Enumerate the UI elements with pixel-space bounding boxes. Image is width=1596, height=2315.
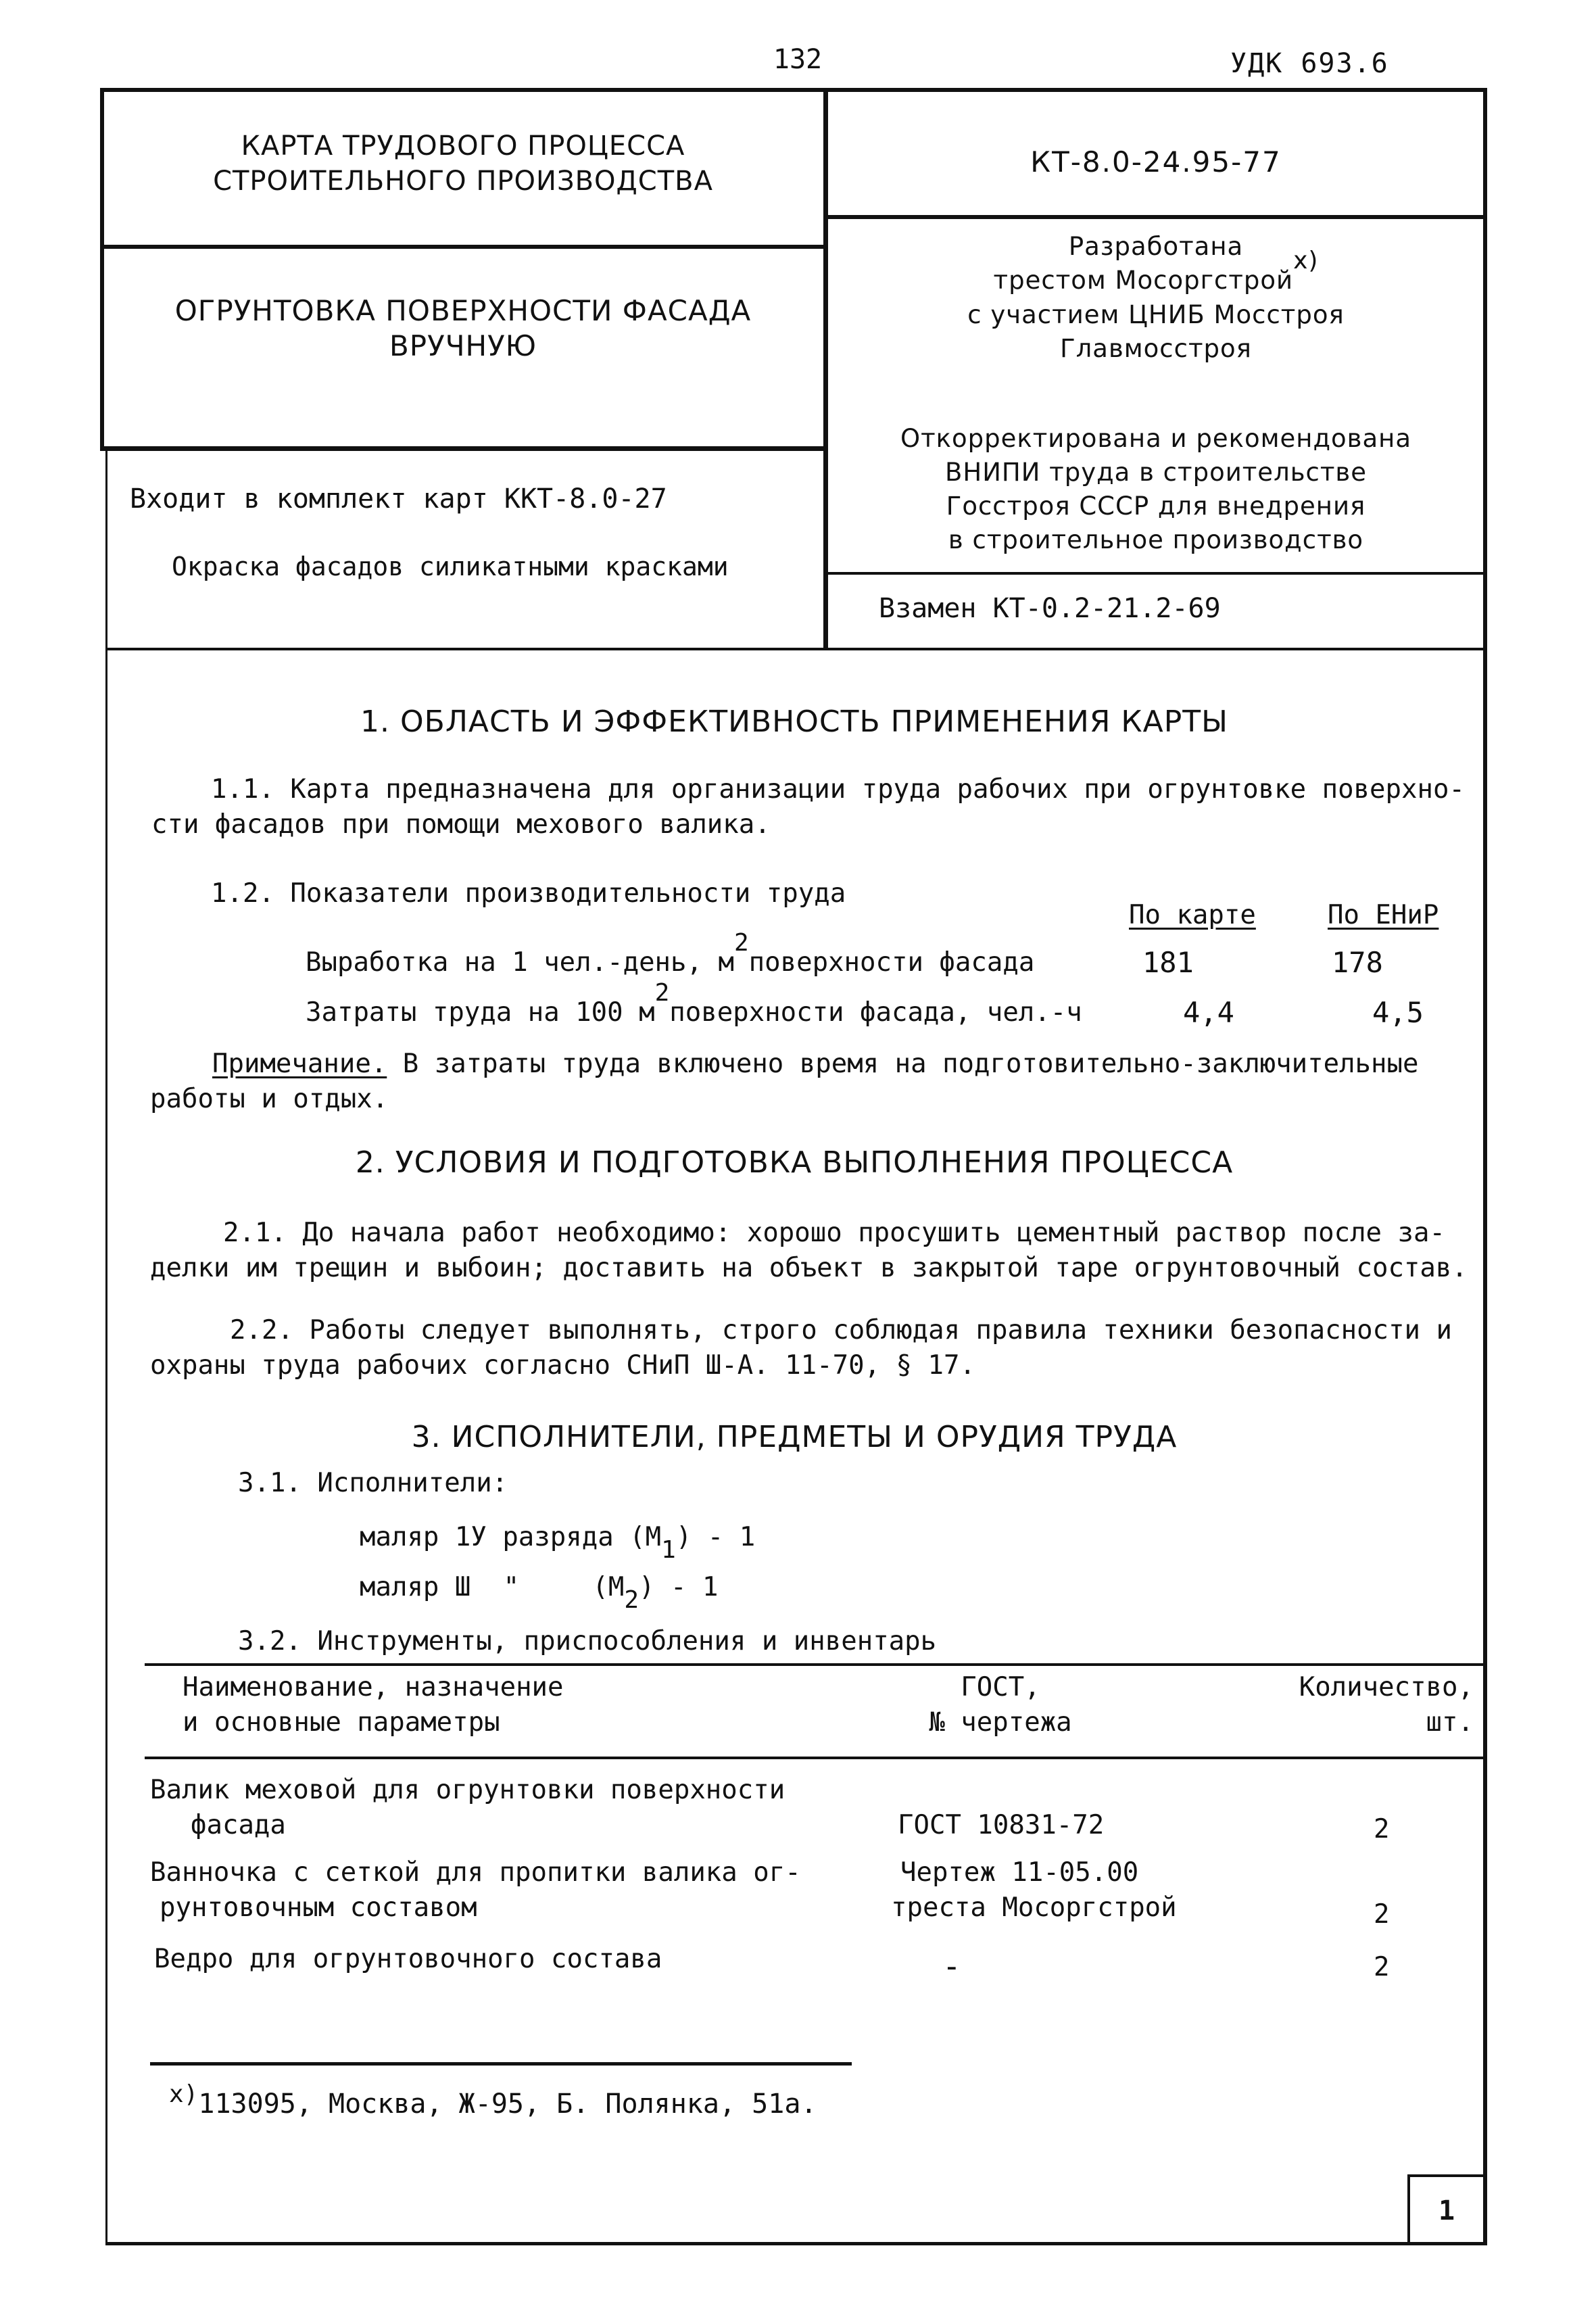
- table-header-name: Наименование, назначение и основные параметры: [183, 1672, 564, 1738]
- table-cell-quantity: 2: [1374, 1899, 1390, 1930]
- bottom-border: [105, 2242, 1487, 2245]
- table-cell-quantity: 2: [1374, 1952, 1390, 1982]
- table-row: Ведро для огрунтовочного состава: [154, 1944, 662, 1974]
- paragraph-2-2: 2.2. Работы следует выполнять, строго соблюдая правила техники безопасности и охраны труда рабочих согласно СНиП Ш-А. 11-70, § 17.: [150, 1315, 1452, 1381]
- paragraph-2-1: 2.1. До начала работ необходимо: хорошо просушить цементный раствор после за- делки им трещин и выбоин; доставить на объект в закрытой таре огрунтовочный состав.: [150, 1218, 1468, 1283]
- sheet-box-top: [1407, 2174, 1487, 2177]
- card-title: ОГРУНТОВКА ПОВЕРХНОСТИ ФАСАДА ВРУЧНУЮ: [174, 294, 752, 362]
- udk-code: УДК 693.6: [1230, 48, 1389, 79]
- column-header-card: По карте: [1129, 900, 1256, 930]
- page-number: 132: [773, 44, 823, 75]
- note: Примечание. В затраты труда включено время на подготовительно-заключительные работы и отдых.: [150, 1049, 1419, 1114]
- indicator-row-labor: Затраты труда на 100 м2поверхности фасада, чел.-ч: [306, 979, 1082, 1028]
- table-row: Валик меховой для огрунтовки поверхности фасада: [150, 1775, 785, 1840]
- table-row: Ванночка с сеткой для пропитки валика ог- рунтовочным составом: [150, 1857, 801, 1923]
- section2-heading: 2. УСЛОВИЯ И ПОДГОТОВКА ВЫПОЛНЕНИЯ ПРОЦЕССА: [355, 1145, 1234, 1180]
- sheet-box-left: [1407, 2174, 1410, 2243]
- corrected-by: Откорректирована и рекомендована ВНИПИ труда в строительстве Госстроя СССР для внедрения в строительное производство: [900, 424, 1412, 554]
- kit-name: Окраска фасадов силикатными красками: [172, 552, 729, 581]
- paragraph-1-2: 1.2. Показатели производительности труда: [211, 878, 846, 909]
- paragraph-1-1: 1.1. Карта предназначена для организации труда рабочих при огрунтовке поверхно- сти фасадов при помощи мехового валика.: [151, 774, 1465, 840]
- table-cell-gost: Чертеж 11-05.00 треста Мосоргстрой: [891, 1857, 1177, 1923]
- labor-card-value: 4,4: [1183, 996, 1234, 1029]
- footnote-divider: [150, 2062, 852, 2066]
- replaces: Взамен КТ-0.2-21.2-69: [879, 593, 1221, 624]
- footnote-marker: x): [1293, 247, 1319, 275]
- table-cell-quantity: 2: [1374, 1814, 1390, 1844]
- column-header-enir: По ЕНиР: [1328, 900, 1439, 930]
- section1-heading: 1. ОБЛАСТЬ И ЭФФЕКТИВНОСТЬ ПРИМЕНЕНИЯ КАРТЫ: [360, 705, 1228, 739]
- paragraph-3-2: 3.2. Инструменты, приспособления и инвентарь: [238, 1626, 937, 1656]
- table-cell-gost: ГОСТ 10831-72: [898, 1810, 1105, 1840]
- labor-enir-value: 4,5: [1372, 996, 1424, 1029]
- developed-by: Разработана трестом Мосоргстройx) с участием ЦНИБ Мосстроя Главмосстроя: [967, 232, 1345, 363]
- card-code: КТ-8.0-24.95-77: [1030, 145, 1282, 178]
- table-cell-gost: -: [942, 1948, 961, 1984]
- worker-1: маляр 1У разряда (М1) - 1: [360, 1522, 756, 1564]
- kit-line: Входит в комплект карт ККТ-8.0-27: [130, 483, 667, 515]
- indicator-row-output: Выработка на 1 чел.-день, м2поверхности фасада: [306, 929, 1035, 978]
- section3-heading: 3. ИСПОЛНИТЕЛИ, ПРЕДМЕТЫ И ОРУДИЯ ТРУДА: [411, 1420, 1178, 1454]
- footnote: x)113095, Москва, Ж-95, Б. Полянка, 51а.: [169, 2080, 817, 2120]
- card-type: КАРТА ТРУДОВОГО ПРОЦЕССА СТРОИТЕЛЬНОГО ПРОИЗВОДСТВА: [213, 130, 713, 197]
- worker-2: маляр Ш " (М2) - 1: [360, 1572, 719, 1614]
- table-header-quantity: Количество, шт.: [1299, 1672, 1474, 1738]
- sheet-number: 1: [1438, 2195, 1455, 2226]
- output-enir-value: 178: [1332, 946, 1383, 979]
- paragraph-3-1: 3.1. Исполнители:: [238, 1468, 508, 1498]
- table-header-gost: ГОСТ, № чертежа: [929, 1672, 1072, 1738]
- output-card-value: 181: [1142, 946, 1194, 979]
